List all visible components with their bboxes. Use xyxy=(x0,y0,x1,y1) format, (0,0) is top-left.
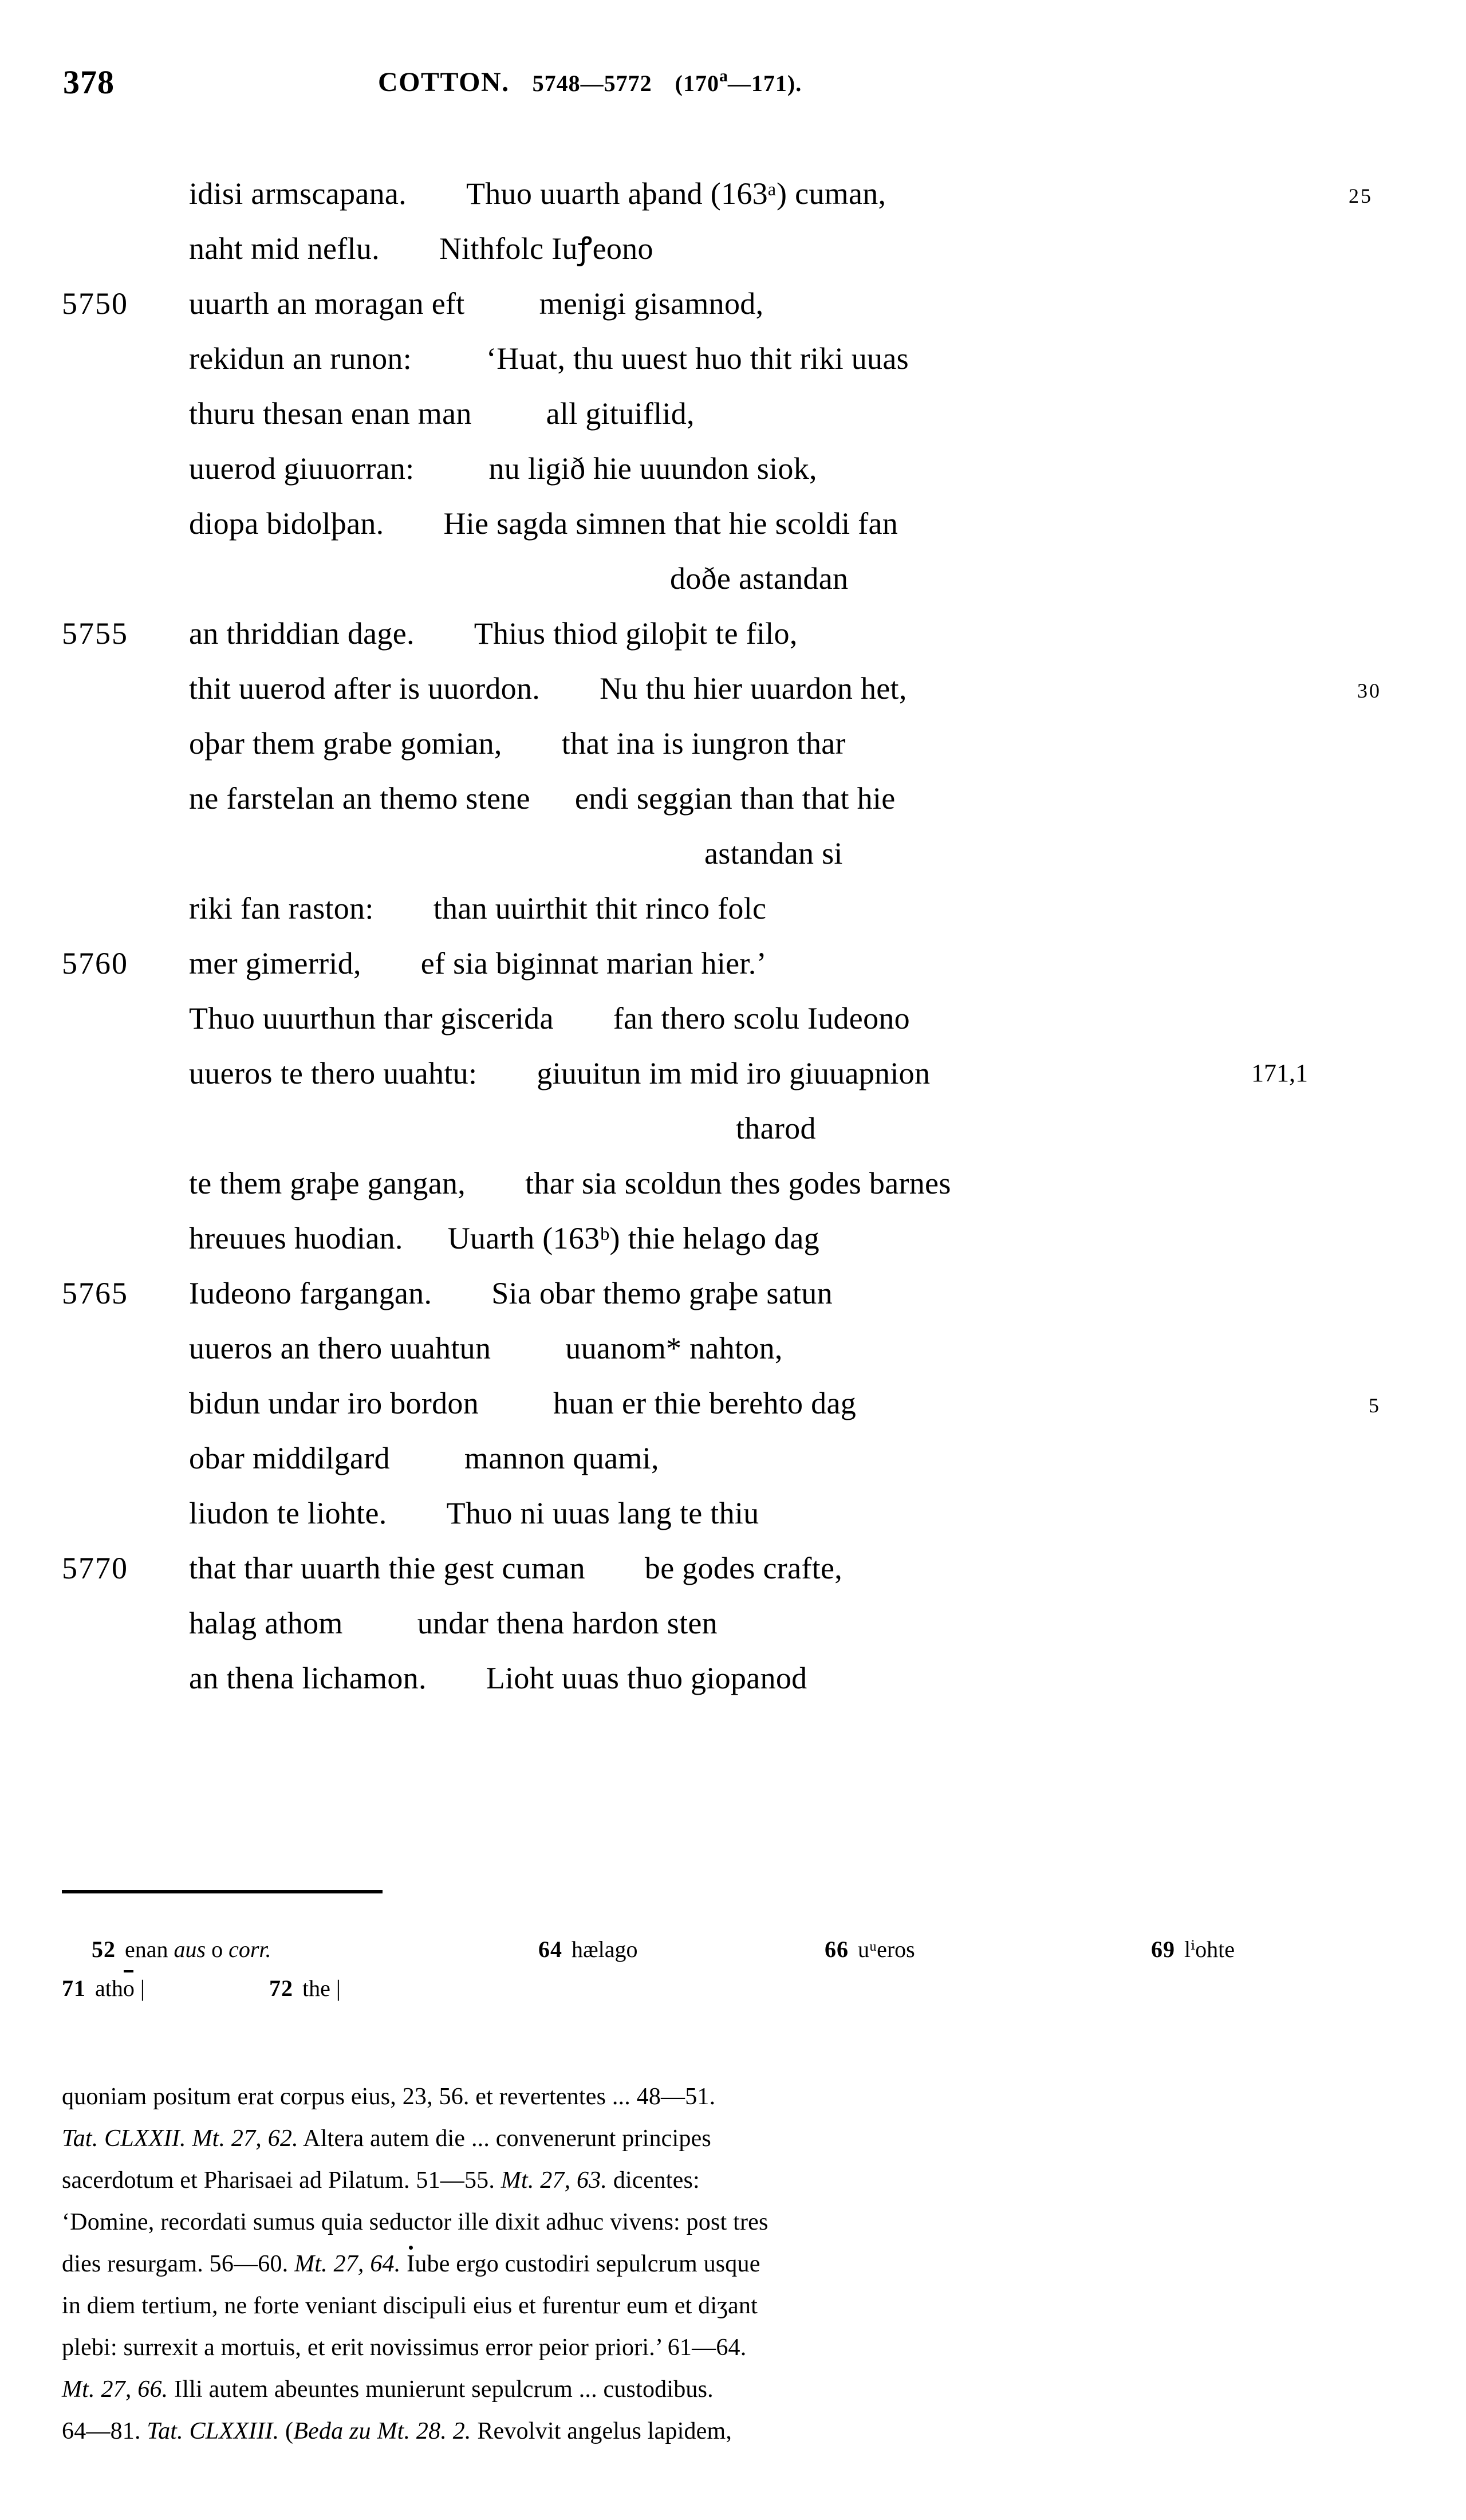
apparatus-entry xyxy=(538,1930,638,1969)
commentary-line: sacerdotum et Pharisaei ad Pilatum. 51—55. Mt. 27, 63. dicentes: xyxy=(62,2167,700,2194)
verse-hemistich-a: idisi armscapana. xyxy=(189,176,407,211)
verse-hemistich-b: Hie sagda simnen that hie scoldi fan xyxy=(443,506,898,541)
running-head xyxy=(0,63,1466,109)
verse-hemistich-a: obar middilgard xyxy=(189,1441,390,1475)
verse-text xyxy=(189,936,767,991)
verse-text xyxy=(189,441,817,496)
verse-line xyxy=(0,1596,1466,1651)
commentary-line: Tat. CLXXII. Mt. 27, 62. Altera autem die ... convenerunt principes xyxy=(62,2125,711,2152)
verse-line xyxy=(0,551,1466,606)
verse-hemistich-a: bidun undar iro bordon xyxy=(189,1386,479,1420)
verse-hemistich-b: Sia obar themo graþe satun xyxy=(491,1276,833,1310)
verse-line xyxy=(0,1486,1466,1541)
running-head-range-start: 5748 xyxy=(532,70,581,96)
verse-hemistich-a: uuerod giuuorran: xyxy=(189,451,415,486)
verse-hemistich-a: halag athom xyxy=(189,1606,343,1640)
verse-hemistich-a: uuarth an moragan eft xyxy=(189,286,465,321)
commentary-line: dies resurgam. 56—60. Mt. 27, 64. Iube ergo custodiri sepulcrum usque xyxy=(62,2251,760,2277)
apparatus-line-ref: 71 xyxy=(62,1975,86,2001)
verse-line xyxy=(0,1101,1466,1156)
verse-line xyxy=(0,661,1466,716)
verse-hemistich-b: fan thero scolu Iudeono xyxy=(613,1001,910,1035)
verse-hemistich-b: menigi gisamnod, xyxy=(539,286,764,321)
verse-line xyxy=(0,1431,1466,1486)
verse-hemistich-b: giuuitun im mid iro giuuapnion xyxy=(537,1056,931,1090)
apparatus-reading: the | xyxy=(302,1975,341,2001)
verse-line xyxy=(0,606,1466,661)
verse-hemistich-a: uueros an thero uuahtun xyxy=(189,1331,491,1365)
verse-hemistich-b: that ina is iungron thar xyxy=(561,726,846,761)
verse-text xyxy=(189,166,886,221)
verse-hemistich-a: an thriddian dage. xyxy=(189,616,415,651)
verse-hemistich-a: naht mid neflu. xyxy=(189,231,380,266)
apparatus-reading: lⁱohte xyxy=(1184,1936,1235,1962)
verse-number: 5770 xyxy=(62,1551,128,1585)
verse-number: 5765 xyxy=(62,1276,128,1310)
verse-hemistich-b: all gituiflid, xyxy=(546,396,695,431)
verse-text xyxy=(189,1486,759,1541)
verse-text xyxy=(189,991,910,1046)
verse-line xyxy=(0,496,1466,551)
apparatus-reading: hælago xyxy=(572,1936,638,1962)
verse-text xyxy=(189,881,766,936)
apparatus-line-ref: 64 xyxy=(538,1936,562,1962)
verse-text xyxy=(189,716,846,771)
verse-line xyxy=(0,386,1466,441)
verse-hemistich-a: oþar them grabe gomian, xyxy=(189,726,502,761)
verse-line xyxy=(0,1376,1466,1431)
apparatus-line-2 xyxy=(0,1969,1466,2008)
verse-hemistich-a: tharod xyxy=(736,1111,816,1145)
verse-hemistich-b: ef sia biginnat marian hier.’ xyxy=(420,946,767,981)
verse-text xyxy=(670,551,848,606)
verse-line xyxy=(0,1651,1466,1706)
verse-text xyxy=(189,221,653,276)
running-head-folio-open: (170 xyxy=(675,70,719,96)
verse-text xyxy=(189,496,898,551)
apparatus-line-ref: 66 xyxy=(825,1936,849,1962)
manuscript-line-number: 25 xyxy=(1349,184,1373,207)
verse-line xyxy=(0,1266,1466,1321)
verse-hemistich-b: than uuirthit thit rinco folc xyxy=(433,891,767,926)
verse-hemistich-b: uuanom* nahton, xyxy=(565,1331,783,1365)
commentary-line: in diem tertium, ne forte veniant discipuli eius et furentur eum et diʒant xyxy=(62,2293,758,2319)
commentary-line: 64—81. Tat. CLXXIII. (Beda zu Mt. 28. 2. Revolvit angelus lapidem, xyxy=(62,2418,732,2444)
verse-line xyxy=(0,166,1466,221)
apparatus-line-ref: 69 xyxy=(1151,1936,1175,1962)
verse-hemistich-b: huan er thie berehto dag xyxy=(553,1386,857,1420)
verse-text xyxy=(189,1046,930,1101)
verse-line xyxy=(0,991,1466,1046)
verse-line xyxy=(0,331,1466,386)
verse-hemistich-a: Thuo uuurthun thar giscerida xyxy=(189,1001,554,1035)
verse-line xyxy=(0,221,1466,276)
apparatus-entry xyxy=(825,1930,915,1969)
apparatus-reading: enan aus o corr. xyxy=(125,1936,271,1962)
verse-hemistich-b: nu ligið hie uuundon siok, xyxy=(488,451,817,486)
apparatus-line-ref: 52 xyxy=(92,1936,116,1962)
verse-hemistich-b: endi seggian than that hie xyxy=(574,781,896,816)
verse-hemistich-a: hreuues huodian. xyxy=(189,1221,403,1255)
verse-hemistich-a: doðe astandan xyxy=(670,561,849,596)
verse-text xyxy=(704,826,843,881)
verse-line xyxy=(0,1541,1466,1596)
verse-text xyxy=(189,771,896,826)
verse-block xyxy=(0,166,1466,1706)
verse-line xyxy=(0,771,1466,826)
verse-line xyxy=(0,1046,1466,1101)
latin-commentary xyxy=(62,2076,1390,2452)
verse-hemistich-a: uueros te thero uuahtu: xyxy=(189,1056,478,1090)
running-head-title xyxy=(378,66,802,98)
verse-text xyxy=(189,1266,833,1321)
verse-text xyxy=(189,1541,842,1596)
apparatus-entry xyxy=(1151,1930,1235,1969)
verse-hemistich-a: thit uuerod after is uuordon. xyxy=(189,671,541,706)
critical-apparatus xyxy=(0,1930,1466,2008)
apparatus-reading: uᵘeros xyxy=(858,1936,915,1962)
commentary-line: plebi: surrexit a mortuis, et erit novissimus error peior priori.’ 61—64. xyxy=(62,2334,747,2361)
verse-hemistich-a: an thena lichamon. xyxy=(189,1661,427,1695)
verse-hemistich-a: riki fan raston: xyxy=(189,891,374,926)
verse-hemistich-a: rekidun an runon: xyxy=(189,341,412,376)
verse-text xyxy=(189,1376,856,1431)
verse-text xyxy=(189,1431,659,1486)
verse-hemistich-a: astandan si xyxy=(704,836,843,871)
verse-line xyxy=(0,1156,1466,1211)
verse-line xyxy=(0,881,1466,936)
apparatus-line-1 xyxy=(0,1930,1466,1969)
verse-line xyxy=(0,1321,1466,1376)
verse-line xyxy=(0,276,1466,331)
running-head-folio-close: —171). xyxy=(727,70,802,96)
verse-line xyxy=(0,936,1466,991)
page-number: 378 xyxy=(63,64,115,101)
verse-hemistich-b: mannon quami, xyxy=(464,1441,659,1475)
verse-hemistich-a: diopa bidolþan. xyxy=(189,506,384,541)
verse-text xyxy=(189,1651,807,1706)
verse-text xyxy=(189,331,909,386)
verse-text xyxy=(189,661,907,716)
apparatus-entry xyxy=(92,1930,271,1969)
verse-hemistich-b: Lioht uuas thuo giopanod xyxy=(486,1661,807,1695)
verse-number: 5750 xyxy=(62,286,128,321)
apparatus-entry xyxy=(62,1969,145,2008)
verse-hemistich-a: thuru thesan enan man xyxy=(189,396,472,431)
verse-text xyxy=(189,276,763,331)
verse-hemistich-b: thar sia scoldun thes godes barnes xyxy=(525,1166,951,1200)
verse-hemistich-b: Thius thiod giloþit te filo, xyxy=(474,616,798,651)
verse-hemistich-b: Thuo ni uuas lang te thiu xyxy=(446,1496,759,1530)
verse-hemistich-a: te them graþe gangan, xyxy=(189,1166,466,1200)
verse-hemistich-b: undar thena hardon sten xyxy=(417,1606,718,1640)
verse-text xyxy=(189,1596,718,1651)
apparatus-rule xyxy=(62,1890,383,1893)
verse-text xyxy=(189,1211,819,1266)
apparatus-line-ref: 72 xyxy=(269,1975,293,2001)
commentary-line: Mt. 27, 66. Illi autem abeuntes munierunt sepulcrum ... custodibus. xyxy=(62,2376,714,2403)
verse-hemistich-b: Nithfolc Iuꝭeono xyxy=(439,231,653,266)
manuscript-line-number: 5 xyxy=(1369,1394,1381,1417)
running-head-folio-superscript: a xyxy=(719,66,728,85)
verse-text xyxy=(736,1101,816,1156)
verse-hemistich-b: Nu thu hier uuardon het, xyxy=(600,671,907,706)
verse-hemistich-a: mer gimerrid, xyxy=(189,946,361,981)
verse-text xyxy=(189,606,798,661)
verse-line xyxy=(0,1211,1466,1266)
verse-hemistich-b: Uuarth (163ᵇ) thie helago dag xyxy=(447,1221,819,1255)
running-head-dash: — xyxy=(580,70,604,96)
running-head-work: COTTON. xyxy=(378,67,510,97)
running-head-range-end: 5772 xyxy=(604,70,652,96)
verse-hemistich-a: Iudeono fargangan. xyxy=(189,1276,432,1310)
verse-hemistich-b: ‘Huat, thu uuest huo thit riki uuas xyxy=(486,341,909,376)
manuscript-line-number: 30 xyxy=(1357,679,1381,702)
manuscript-line-number: 171,1 xyxy=(1251,1059,1308,1087)
verse-hemistich-b: Thuo uuarth aþand (163ᵃ) cuman, xyxy=(466,176,886,211)
verse-text xyxy=(189,386,695,441)
verse-number: 5755 xyxy=(62,616,128,651)
verse-line xyxy=(0,826,1466,881)
commentary-line: ‘Domine, recordati sumus quia seductor ille dixit adhuc vivens: post tres xyxy=(62,2202,1390,2243)
verse-line xyxy=(0,441,1466,496)
apparatus-entry xyxy=(269,1969,341,2008)
commentary-line: quoniam positum erat corpus eius, 23, 56. et revertentes ... 48—51. xyxy=(62,2084,716,2110)
verse-number: 5760 xyxy=(62,946,128,981)
verse-text xyxy=(189,1321,783,1376)
verse-hemistich-a: that thar uuarth thie gest cuman xyxy=(189,1551,585,1585)
verse-hemistich-b: be godes crafte, xyxy=(644,1551,843,1585)
verse-line xyxy=(0,716,1466,771)
verse-text xyxy=(189,1156,951,1211)
verse-hemistich-a: ne farstelan an themo stene xyxy=(189,781,530,816)
verse-hemistich-a: liudon te liohte. xyxy=(189,1496,387,1530)
apparatus-reading: atho | xyxy=(95,1975,145,2001)
